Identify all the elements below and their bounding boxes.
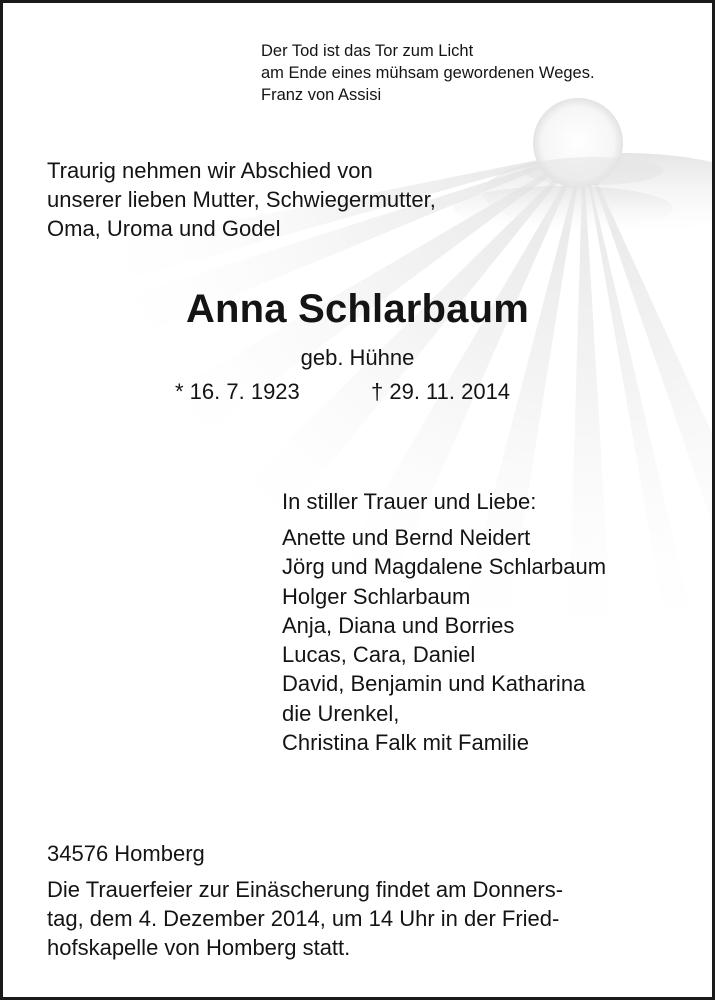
intro-line: Oma, Uroma und Godel [47, 216, 281, 241]
quote-author: Franz von Assisi [261, 86, 382, 104]
mourner-name: Anette und Bernd Neidert [282, 525, 531, 550]
mourners-list [282, 523, 606, 757]
birth-date: * 16. 7. 1923 [175, 379, 300, 404]
deceased-name: Anna Schlarbaum [185, 287, 530, 331]
mourner-name: Jörg und Magdalene Schlarbaum [282, 554, 607, 580]
place: 34576 Homberg [47, 841, 205, 866]
notice-line: tag, dem 4. Dezember 2014, um 14 Uhr in der Fried- [47, 906, 560, 931]
born-name: geb. Hühne [300, 345, 415, 370]
mourner-name: Anja, Diana und Borries [282, 612, 515, 638]
mourner-name: David, Benjamin und Katharina [282, 671, 586, 697]
mourners-heading: In stiller Trauer und Liebe: [282, 489, 537, 514]
intro-line: Traurig nehmen wir Abschied von [47, 158, 373, 183]
quote-block [261, 40, 595, 106]
intro-text [47, 156, 436, 243]
mourner-name: die Urenkel, [282, 700, 400, 726]
mourner-name: Lucas, Cara, Daniel [282, 642, 476, 668]
quote-line: am Ende eines mühsam gewordenen Weges. [261, 64, 595, 82]
notice-line: hofskapelle von Homberg statt. [47, 935, 351, 960]
mourner-name: Holger Schlarbaum [282, 583, 471, 609]
funeral-notice [47, 875, 677, 962]
intro-line: unserer lieben Mutter, Schwiegermutter, [47, 187, 436, 212]
notice-line: Die Trauerfeier zur Einäscherung findet am Donners- [47, 877, 564, 902]
death-date: † 29. 11. 2014 [371, 379, 511, 404]
quote-line: Der Tod ist das Tor zum Licht [261, 42, 474, 60]
mourner-name: Christina Falk mit Familie [282, 730, 529, 756]
